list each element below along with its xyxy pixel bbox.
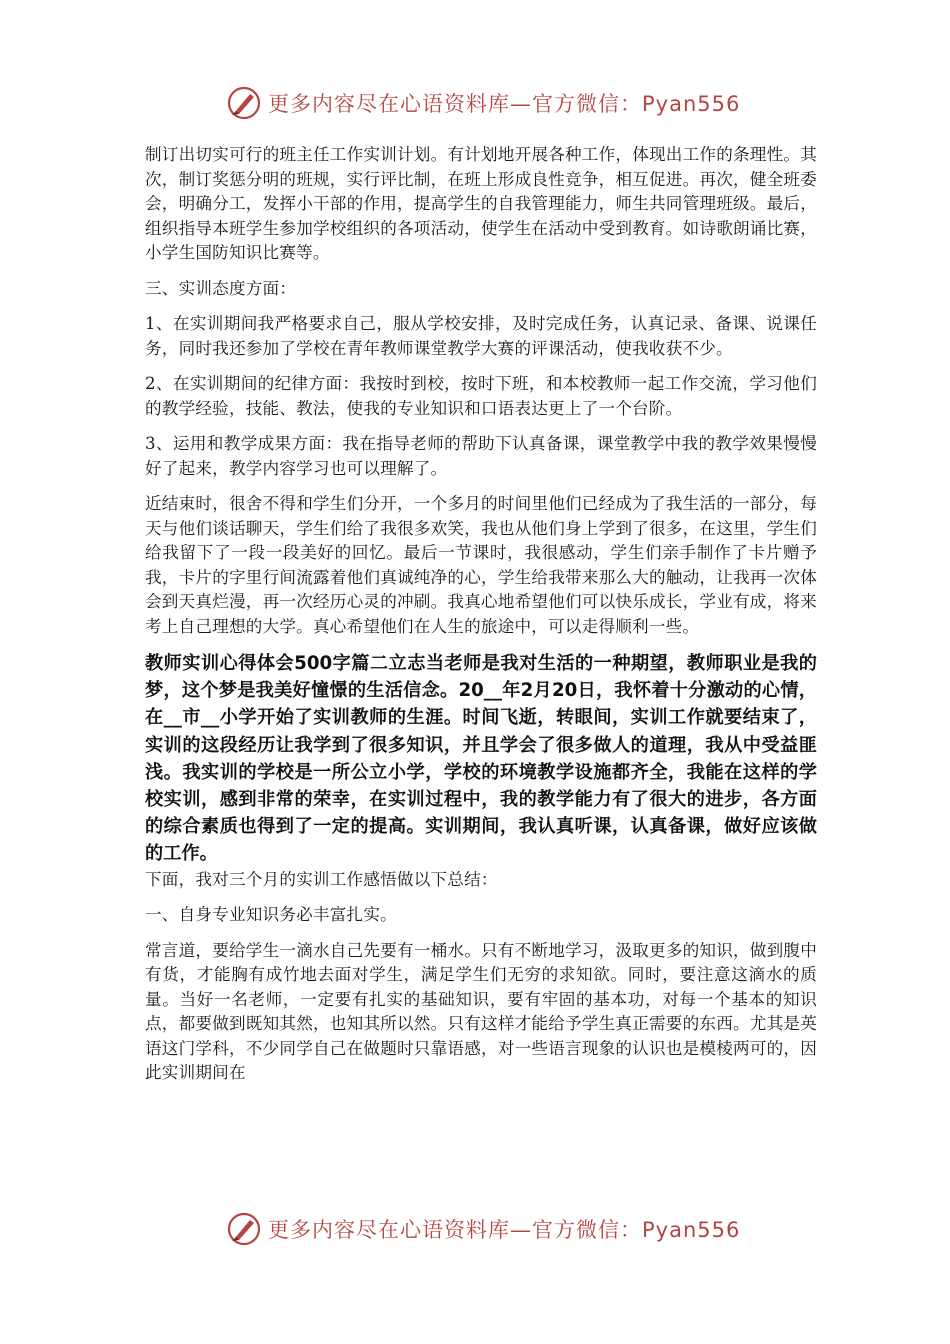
paragraph: 下面，我对三个月的实训工作感悟做以下总结： [145,869,498,889]
footer-banner [226,1209,740,1249]
document-body [145,143,817,1097]
footer-banner-text: 更多内容尽在心语资料库—官方微信：Pyan556 [268,1218,741,1242]
header-banner-text: 更多内容尽在心语资料库—官方微信：Pyan556 [268,92,741,116]
paragraph: 制订出切实可行的班主任工作实训计划。有计划地开展各种工作，体现出工作的条理性。其次，制订奖惩分明的班规，实行评比制，在班上形成良性竞争，相互促进。再次，健全班委会，明确分工，发挥小干部的作用，提高学生的自我管理能力，师生共同管理班级。最后，组织指导本班学生参加学校组织的各项活动，使学生在活动中受到教育。如诗歌朗诵比赛，小学生国防知识比赛等。 [145,145,817,262]
paragraph: 近结束时，很舍不得和学生们分开，一个多月的时间里他们已经成为了我生活的一部分，每天与他们谈话聊天，学生们给了我很多欢笑，我也从他们身上学到了很多，在这里，学生们给我留下了一段一段美好的回忆。最后一节课时，我很感动，学生们亲手制作了卡片赠予我，卡片的字里行间流露着他们真诚纯净的心，学生给我带来那么大的触动，让我再一次体会到天真烂漫，再一次经历心灵的冲刷。我真心地希望他们可以快乐成长，学业有成，将来考上自己理想的大学。真心希望他们在人生的旅途中，可以走得顺利一些。 [145,494,817,636]
paragraph: 2、在实训期间的纪律方面：我按时到校，按时下班，和本校教师一起工作交流，学习他们的教学经验，技能、教法，使我的专业知识和口语表达更上了一个台阶。 [145,374,817,418]
pen-logo-icon [226,1211,262,1247]
bold-title-paragraph: 教师实训心得体会500字篇二立志当老师是我对生活的一种期望，教师职业是我的梦，这个梦是我美好憧憬的生活信念。20__年2月20日，我怀着十分激动的心情，在__市__小学开始了实训教师的生涯。时间飞逝，转眼间，实训工作就要结束了，实训的这段经历让我学到了很多知识，并且学会了很多做人的道理，我从中受益匪浅。我实训的学校是一所公立小学，学校的环境教学设施都齐全，我能在这样的学校实训，感到非常的荣幸，在实训过程中，我的教学能力有了很大的进步，各方面的综合素质也得到了一定的提高。实训期间，我认真听课，认真备课，做好应该做的工作。 [145,653,817,865]
section-heading: 三、实训态度方面： [145,278,297,298]
section-heading: 一、自身专业知识务必丰富扎实。 [145,905,397,925]
header-banner [226,83,740,123]
paragraph: 3、运用和教学成果方面：我在指导老师的帮助下认真备课，课堂教学中我的教学效果慢慢好了起来，教学内容学习也可以理解了。 [145,434,817,478]
paragraph: 1、在实训期间我严格要求自己，服从学校安排，及时完成任务，认真记录、备课、说课任务，同时我还参加了学校在青年教师课堂教学大赛的评课活动，使我收获不少。 [145,314,817,358]
paragraph: 常言道，要给学生一滴水自己先要有一桶水。只有不断地学习，汲取更多的知识，做到腹中有货，才能胸有成竹地去面对学生，满足学生们无穷的求知欲。同时，要注意这滴水的质量。当好一名老师，一定要有扎实的基础知识，要有牢固的基本功，对每一个基本的知识点，都要做到既知其然，也知其所以然。只有这样才能给予学生真正需要的东西。尤其是英语这门学科，不少同学自己在做题时只靠语感，对一些语言现象的认识也是模棱两可的，因此实训期间在 [145,940,817,1083]
pen-logo-icon [226,85,262,121]
